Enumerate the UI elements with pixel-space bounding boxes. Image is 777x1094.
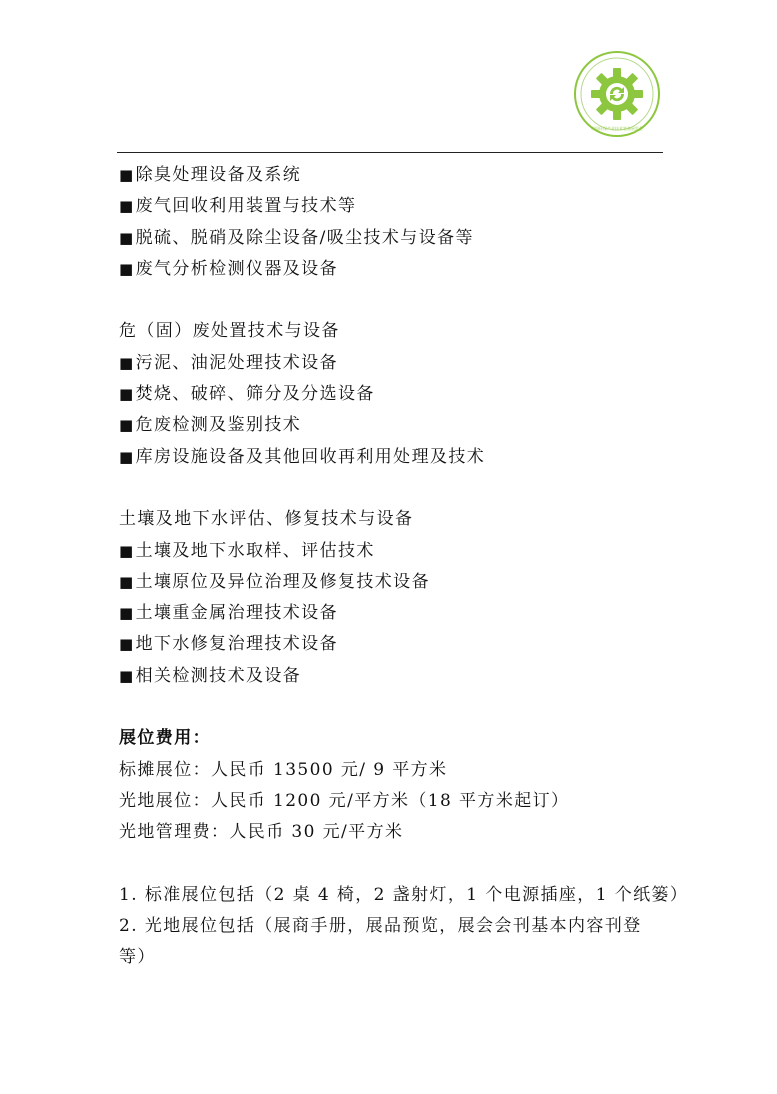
header-rule — [117, 152, 663, 153]
solid-items-list — [119, 348, 664, 473]
solid-waste-section-title: 危（固）废处置技术与设备 — [119, 321, 340, 342]
square-bullet-icon: ■ — [119, 447, 135, 466]
logo-text: 中国环保产业技术装备展览会 — [591, 126, 643, 131]
list-item: ■土壤重金属治理技术设备 — [119, 603, 338, 624]
document-body — [119, 160, 689, 974]
list-item: ■污泥、油泥处理技术设备 — [119, 352, 338, 373]
square-bullet-icon: ■ — [119, 604, 135, 623]
fee-line-management: 光地管理费：人民币 30 元/平方米 — [119, 822, 404, 843]
fee-line-raw-space: 光地展位：人民币 1200 元/平方米（18 平方米起订） — [119, 790, 570, 811]
note-standard-booth: 1. 标准展位包括（2 桌 4 椅，2 盏射灯，1 个电源插座，1 个纸篓） — [119, 884, 689, 905]
fees-heading: 展位费用： — [119, 728, 211, 749]
gas-items-list — [119, 160, 664, 285]
square-bullet-icon: ■ — [119, 353, 135, 372]
square-bullet-icon: ■ — [119, 166, 135, 184]
list-item: ■除臭处理设备及系统 — [119, 165, 302, 185]
square-bullet-icon: ■ — [119, 635, 135, 654]
square-bullet-icon: ■ — [119, 541, 135, 560]
list-item: ■脱硫、脱硝及除尘设备/吸尘技术与设备等 — [119, 227, 474, 248]
list-item: ■相关检测技术及设备 — [119, 665, 302, 686]
list-item: ■废气分析检测仪器及设备 — [119, 258, 338, 279]
square-bullet-icon: ■ — [119, 416, 135, 435]
square-bullet-icon: ■ — [119, 228, 135, 247]
list-item: ■土壤原位及异位治理及修复技术设备 — [119, 571, 430, 592]
list-item: ■土壤及地下水取样、评估技术 — [119, 540, 375, 561]
list-item: ■库房设施设备及其他回收再利用处理及技术 — [119, 446, 486, 467]
list-item: ■废气回收利用装置与技术等 — [119, 196, 357, 217]
list-item: ■危废检测及鉴别技术 — [119, 415, 302, 436]
soil-items-list — [119, 536, 664, 692]
exhibition-logo-icon — [573, 50, 661, 138]
square-bullet-icon: ■ — [119, 385, 135, 404]
soil-section-title: 土壤及地下水评估、修复技术与设备 — [119, 509, 414, 530]
square-bullet-icon: ■ — [119, 666, 135, 685]
fee-line-standard-booth: 标摊展位：人民币 13500 元/ 9 平方米 — [119, 759, 448, 780]
note-raw-space: 2. 光地展位包括（展商手册，展品预览，展会会刊基本内容刊登等） — [119, 916, 642, 968]
square-bullet-icon: ■ — [119, 197, 135, 216]
square-bullet-icon: ■ — [119, 259, 135, 278]
list-item: ■地下水修复治理技术设备 — [119, 634, 338, 655]
square-bullet-icon: ■ — [119, 572, 135, 591]
list-item: ■焚烧、破碎、筛分及分选设备 — [119, 384, 375, 405]
